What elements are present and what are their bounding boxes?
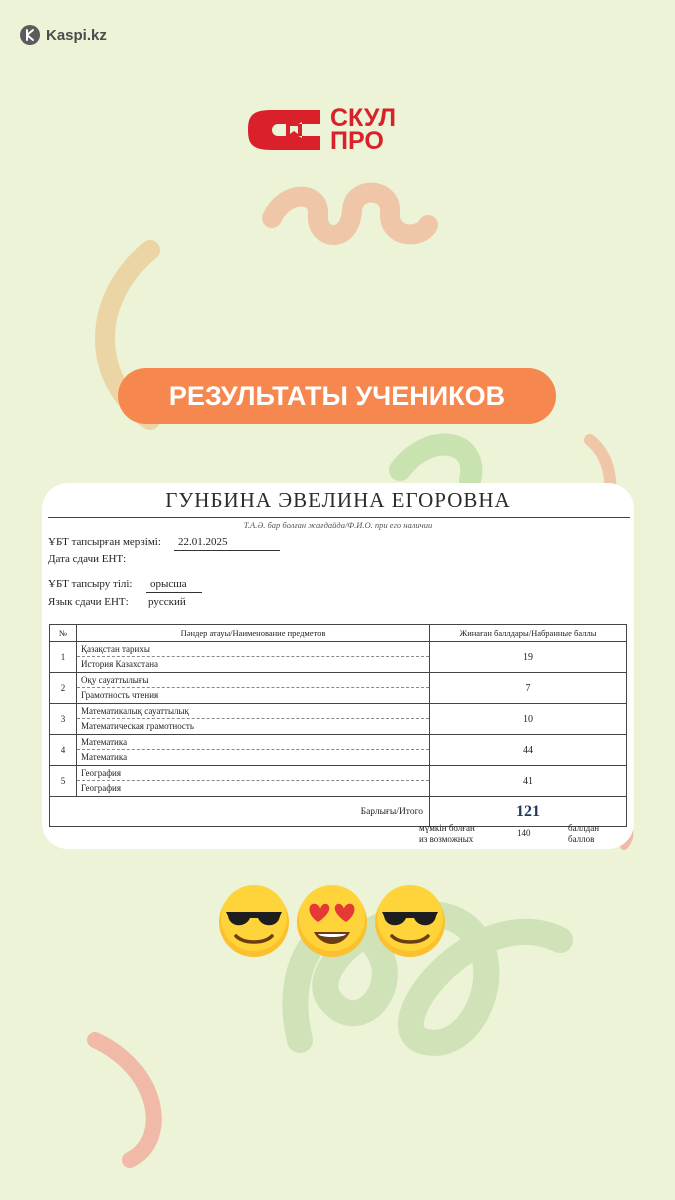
name-hint: Т.А.Ә. бар болған жағдайда/Ф.И.О. при его наличии	[243, 520, 433, 530]
row-score: 19	[430, 642, 627, 673]
name-underline	[48, 517, 630, 518]
row-score: 7	[430, 673, 627, 704]
results-banner: РЕЗУЛЬТАТЫ УЧЕНИКОВ	[118, 368, 556, 424]
row-num: 3	[50, 704, 77, 735]
squiggle-decoration	[272, 193, 428, 235]
table-row	[50, 735, 627, 766]
brand-mark-icon	[248, 104, 330, 156]
possible-ru: из возможных	[419, 834, 474, 844]
total-label: Барлығы/Итого	[50, 797, 430, 827]
kaspi-logo-icon	[20, 25, 40, 45]
date-underline	[174, 550, 280, 551]
subject-ru: География	[81, 783, 121, 793]
row-num: 1	[50, 642, 77, 673]
row-subject	[77, 642, 430, 673]
points-ru: баллов	[568, 834, 595, 844]
date-value: 22.01.2025	[178, 536, 228, 548]
lang-label-kz: ҰБТ тапсыру тілі:	[48, 578, 133, 590]
table-row	[50, 642, 627, 673]
row-num: 2	[50, 673, 77, 704]
row-score: 41	[430, 766, 627, 797]
subject-kz: География	[77, 766, 429, 781]
subject-ru: Математическая грамотность	[81, 721, 194, 731]
row-subject	[77, 735, 430, 766]
lang-value-ru: русский	[148, 596, 186, 608]
possible-value: 140	[517, 828, 531, 838]
date-label-kz: ҰБТ тапсырған мерзімі:	[48, 536, 161, 548]
subject-kz: Қазақстан тарихы	[77, 642, 429, 657]
points-label	[568, 823, 599, 845]
row-num: 5	[50, 766, 77, 797]
results-table	[49, 624, 627, 827]
points-kz: баллдан	[568, 823, 600, 833]
brand-logo	[248, 104, 396, 156]
sunglasses-face-icon	[372, 884, 448, 960]
emoji-row	[216, 884, 448, 960]
row-score: 10	[430, 704, 627, 735]
possible-label	[419, 823, 475, 845]
row-num: 4	[50, 735, 77, 766]
subject-kz: Математика	[77, 735, 429, 750]
source-badge[interactable]	[20, 25, 107, 45]
date-label-ru: Дата сдачи ЕНТ:	[48, 553, 127, 565]
subject-ru: Грамотность чтения	[81, 690, 159, 700]
subject-ru: История Казахстана	[81, 659, 159, 669]
heart-eyes-face-icon	[294, 884, 370, 960]
possible-kz: мүмкін болған	[419, 823, 475, 833]
col-header-num: №	[50, 625, 77, 642]
student-name: ГУНБИНА ЭВЕЛИНА ЕГОРОВНА	[165, 488, 511, 512]
brand-line-1: СКУЛ	[330, 104, 397, 132]
pink-arc-decoration	[95, 1040, 154, 1160]
exam-certificate	[42, 483, 634, 849]
subject-ru: Математика	[81, 752, 128, 762]
lang-value-kz: орысша	[150, 578, 187, 590]
subject-kz: Математикалық сауаттылық	[77, 704, 429, 719]
row-subject	[77, 673, 430, 704]
table-row	[50, 673, 627, 704]
row-subject	[77, 704, 430, 735]
col-header-subject: Пәндер атауы/Наименование предметов	[77, 625, 430, 642]
lang-underline	[146, 592, 202, 593]
total-score: 121	[430, 797, 627, 827]
row-score: 44	[430, 735, 627, 766]
col-header-score: Жинаған баллдары/Набранные баллы	[430, 625, 627, 642]
source-label: Kaspi.kz	[46, 26, 107, 44]
table-row	[50, 704, 627, 735]
brand-line-2: ПРО	[330, 127, 384, 155]
lang-label-ru: Язык сдачи ЕНТ:	[48, 596, 129, 608]
green-loop-decoration-top	[400, 445, 471, 480]
table-row	[50, 766, 627, 797]
total-row	[50, 797, 627, 827]
subject-kz: Оқу сауаттылығы	[77, 673, 429, 688]
sunglasses-face-icon	[216, 884, 292, 960]
row-subject	[77, 766, 430, 797]
